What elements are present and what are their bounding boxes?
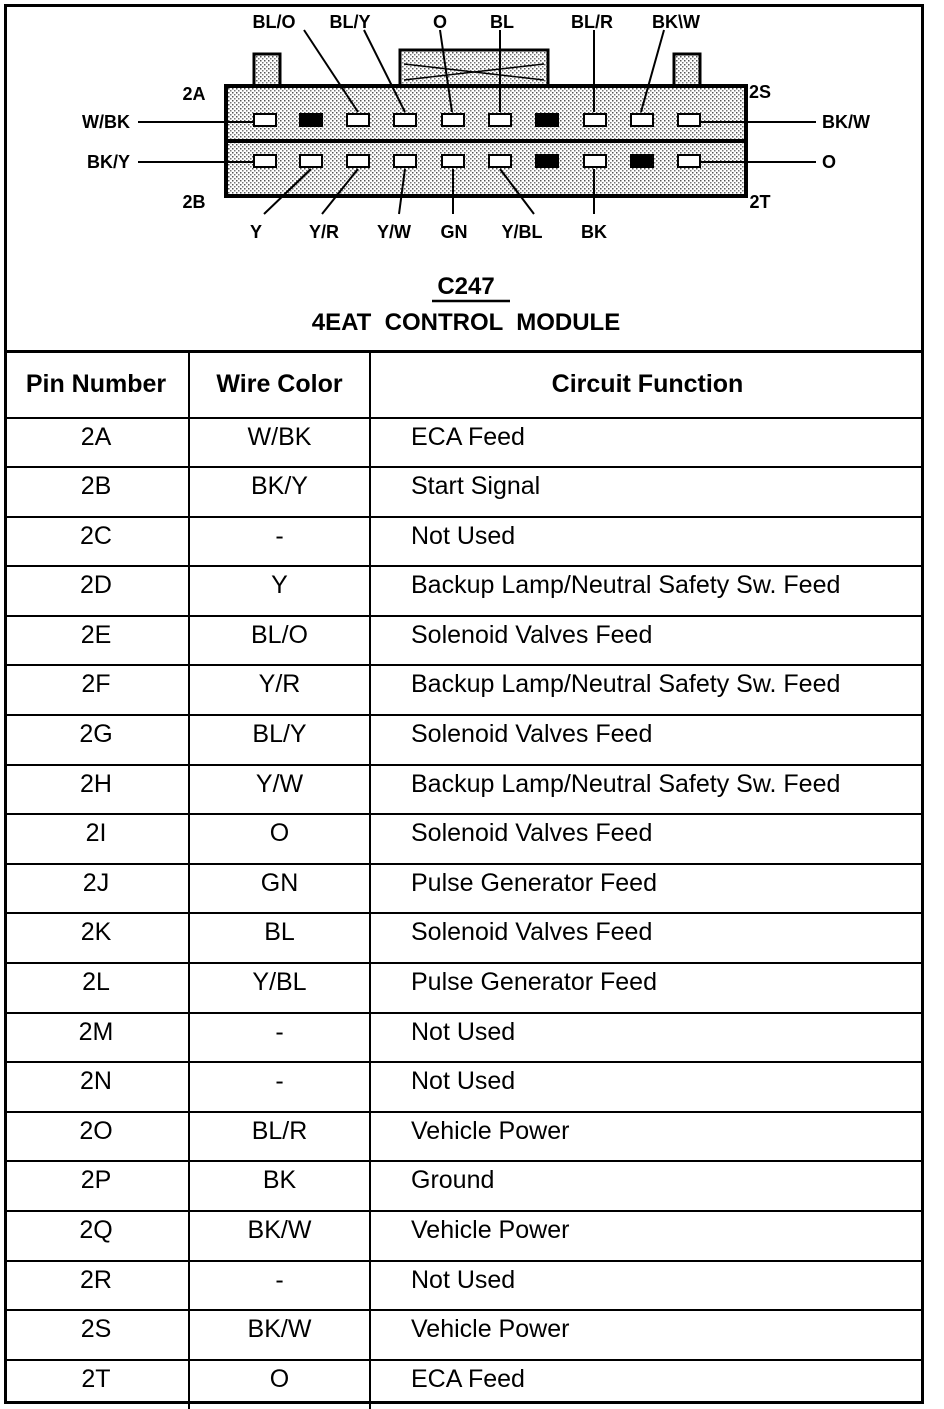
pin-number-cell: 2R [4, 1261, 189, 1311]
table-row [4, 814, 924, 864]
circuit-function-cell: Solenoid Valves Feed [370, 715, 924, 765]
center-key [400, 50, 548, 88]
pin-row-label: 2S [749, 82, 771, 102]
side-wire-label: BK/W [822, 112, 870, 132]
wire-color-cell: - [189, 517, 370, 567]
pin-number-cell: 2S [4, 1310, 189, 1360]
pin-number-cell: 2Q [4, 1211, 189, 1261]
pin-number-cell: 2M [4, 1013, 189, 1063]
circuit-function-cell: ECA Feed [370, 1360, 924, 1409]
table-row [4, 1360, 924, 1409]
table-row [4, 765, 924, 815]
bottom-wire-label: BK [581, 222, 607, 242]
table-row [4, 1310, 924, 1360]
pin-number-cell: 2J [4, 864, 189, 914]
wire-color-cell: Y/W [189, 765, 370, 815]
top-wire-label: BL/R [571, 12, 613, 32]
top-wire-label: O [433, 12, 447, 32]
circuit-function-cell: Vehicle Power [370, 1310, 924, 1360]
wire-color-cell: - [189, 1261, 370, 1311]
circuit-function-cell: Pulse Generator Feed [370, 864, 924, 914]
pinout-table [4, 350, 924, 1409]
circuit-function-cell: Backup Lamp/Neutral Safety Sw. Feed [370, 665, 924, 715]
circuit-function-cell: Backup Lamp/Neutral Safety Sw. Feed [370, 566, 924, 616]
wire-color-cell: - [189, 1013, 370, 1063]
pin-number-cell: 2E [4, 616, 189, 666]
header-wire-color: Wire Color [189, 352, 370, 418]
table-row [4, 517, 924, 567]
circuit-function-cell: Backup Lamp/Neutral Safety Sw. Feed [370, 765, 924, 815]
bottom-wire-label: Y/W [377, 222, 411, 242]
wire-color-cell: Y [189, 566, 370, 616]
wire-color-cell: W/BK [189, 418, 370, 468]
table-row [4, 913, 924, 963]
pin-row-label: 2B [182, 192, 205, 212]
table-header-row [4, 352, 924, 418]
connector-drawing [4, 4, 924, 352]
pin-number-cell: 2B [4, 467, 189, 517]
wire-color-cell: BK/Y [189, 467, 370, 517]
table-row [4, 1013, 924, 1063]
wire-color-cell: BL/O [189, 616, 370, 666]
table-row [4, 467, 924, 517]
wire-color-cell: O [189, 1360, 370, 1409]
top-wire-label: BL/Y [329, 12, 370, 32]
bottom-wire-label: Y [250, 222, 262, 242]
bottom-wire-label: Y/BL [501, 222, 542, 242]
pin-number-cell: 2K [4, 913, 189, 963]
pin-number-cell: 2L [4, 963, 189, 1013]
wire-color-cell: O [189, 814, 370, 864]
pin-number-cell: 2T [4, 1360, 189, 1409]
circuit-function-cell: Solenoid Valves Feed [370, 616, 924, 666]
wire-color-cell: GN [189, 864, 370, 914]
wire-color-cell: BK/W [189, 1310, 370, 1360]
circuit-function-cell: Not Used [370, 517, 924, 567]
wire-color-cell: Y/R [189, 665, 370, 715]
circuit-function-cell: Vehicle Power [370, 1211, 924, 1261]
circuit-function-cell: ECA Feed [370, 418, 924, 468]
pin-number-cell: 2P [4, 1161, 189, 1211]
wire-color-cell: - [189, 1062, 370, 1112]
bottom-wire-label: Y/R [309, 222, 339, 242]
connector-id: C247 [437, 273, 494, 300]
top-wire-label: BK\W [652, 12, 700, 32]
circuit-function-cell: Pulse Generator Feed [370, 963, 924, 1013]
table-row [4, 1161, 924, 1211]
wire-color-cell: Y/BL [189, 963, 370, 1013]
module-name: 4EAT CONTROL MODULE [312, 309, 620, 336]
circuit-function-cell: Not Used [370, 1013, 924, 1063]
table-row [4, 864, 924, 914]
wire-color-cell: BL/Y [189, 715, 370, 765]
table-row [4, 616, 924, 666]
table-row [4, 715, 924, 765]
circuit-function-cell: Start Signal [370, 467, 924, 517]
side-wire-label: W/BK [82, 112, 130, 132]
left-lock-tab [254, 54, 280, 88]
wire-color-cell: BL/R [189, 1112, 370, 1162]
pin-number-cell: 2F [4, 665, 189, 715]
wire-color-cell: BL [189, 913, 370, 963]
table-row [4, 418, 924, 468]
pin-number-cell: 2G [4, 715, 189, 765]
connector-diagram [4, 4, 924, 352]
bottom-wire-label: GN [441, 222, 468, 242]
pin-number-cell: 2I [4, 814, 189, 864]
header-circuit-function: Circuit Function [370, 352, 924, 418]
table-row [4, 566, 924, 616]
circuit-function-cell: Solenoid Valves Feed [370, 814, 924, 864]
circuit-function-cell: Not Used [370, 1062, 924, 1112]
pin-number-cell: 2C [4, 517, 189, 567]
circuit-function-cell: Vehicle Power [370, 1112, 924, 1162]
pin-number-cell: 2D [4, 566, 189, 616]
table-row [4, 1211, 924, 1261]
header-pin-number: Pin Number [4, 352, 189, 418]
top-wire-label: BL/O [253, 12, 296, 32]
table-row [4, 1062, 924, 1112]
pin-number-cell: 2O [4, 1112, 189, 1162]
side-wire-label: O [822, 152, 836, 172]
wire-color-cell: BK [189, 1161, 370, 1211]
pin-number-cell: 2H [4, 765, 189, 815]
right-lock-tab [674, 54, 700, 88]
table-row [4, 963, 924, 1013]
side-wire-label: BK/Y [87, 152, 130, 172]
pin-row-label: 2A [182, 84, 205, 104]
circuit-function-cell: Not Used [370, 1261, 924, 1311]
table-row [4, 665, 924, 715]
table-row [4, 1261, 924, 1311]
pin-row-label: 2T [749, 192, 770, 212]
pin-number-cell: 2N [4, 1062, 189, 1112]
wire-color-cell: BK/W [189, 1211, 370, 1261]
pin-number-cell: 2A [4, 418, 189, 468]
circuit-function-cell: Solenoid Valves Feed [370, 913, 924, 963]
top-wire-label: BL [490, 12, 514, 32]
circuit-function-cell: Ground [370, 1161, 924, 1211]
table-body [4, 418, 924, 1409]
table-row [4, 1112, 924, 1162]
